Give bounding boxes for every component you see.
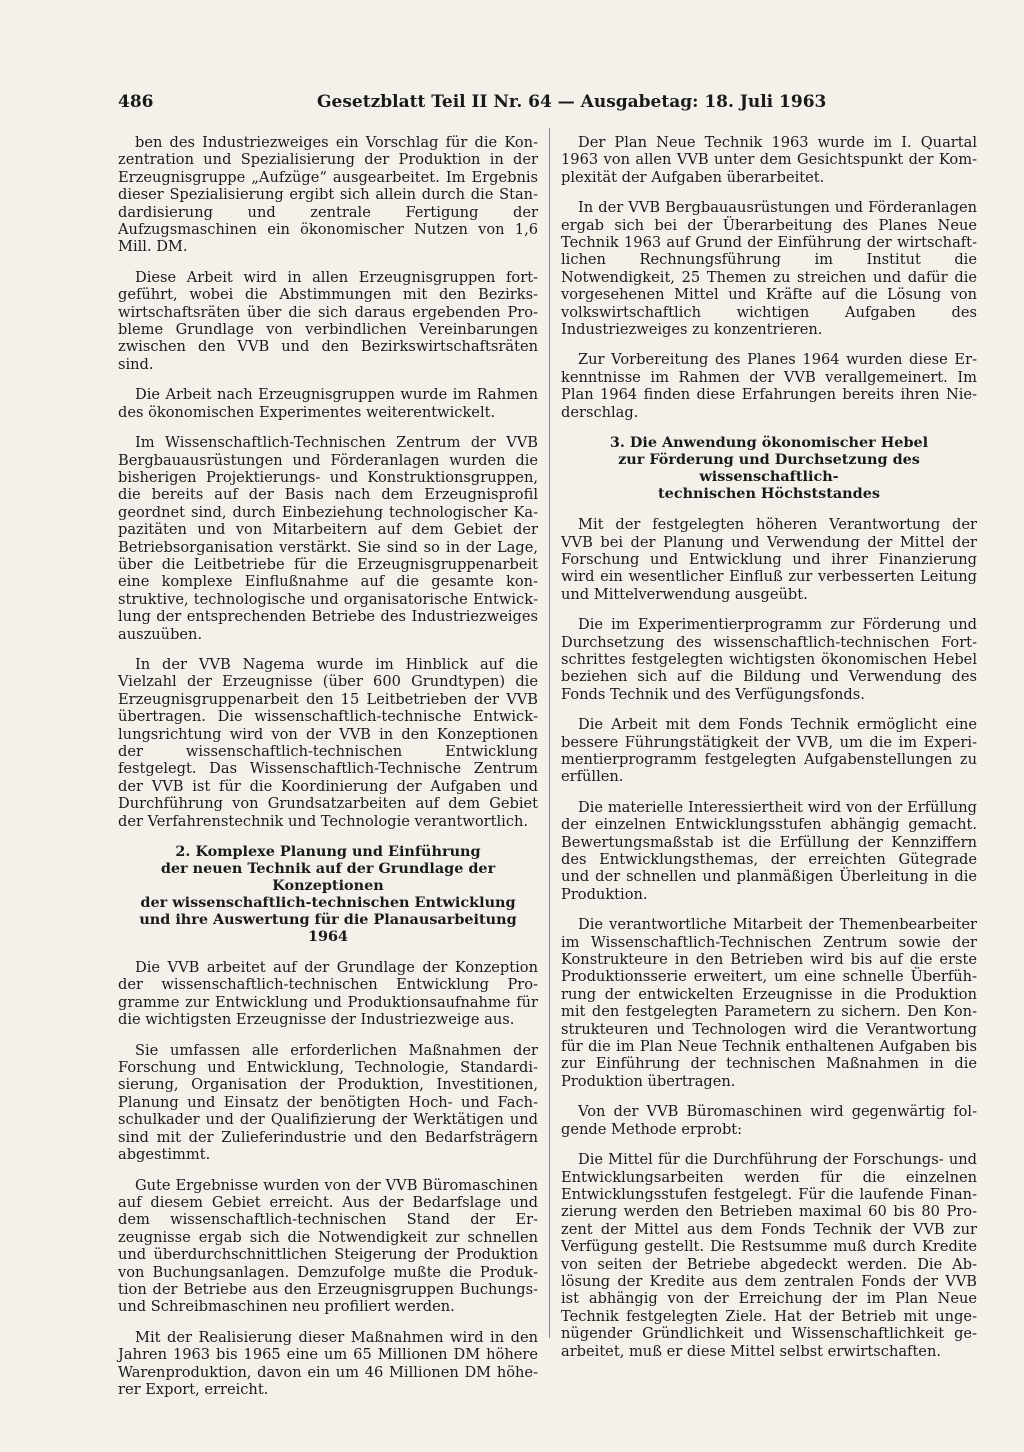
paragraph: In der VVB Bergbauausrüstungen und Förderanlagen ergab sich bei der Überarbeitung des Planes Neue Technik 1963 auf Grund der Einführung der wirtschaftlichen Rechnungsführung im Institut die Notwendigkeit, 25 Themen zu streichen und dafür die vorgesehenen Mittel und Kräfte auf die Lösung von volkswirtschaftlich wichtigen Aufgaben des Industriezweiges zu konzentrieren. xyxy=(561,199,977,339)
running-title: Gesetzblatt Teil II Nr. 64 — Ausgabetag: 18. Juli 1963 xyxy=(317,92,827,112)
paragraph: Sie umfassen alle erforderlichen Maßnahmen der Forschung und Entwicklung, Technologie, Standardisierung, Organisation der Produktion, Investitionen, Planung und Einsatz der benötigten Hoch- und Fachschulkader und der Qualifizierung der Werktätigen und sind mit der Zulieferindustrie und den Bedarfsträgern abgestimmt. xyxy=(118,1041,538,1164)
paragraph: Im Wissenschaftlich-Technischen Zentrum der VVB Bergbauausrüstungen und Förderanlagen wurden die bisherigen Projektierungs- und Konstruktionsgruppen, die bereits auf der Basis nach dem Erzeugnisprofil geordnet sind, durch Einbeziehung technologischer Kapazitäten und von Mitarbeitern auf dem Gebiet der Betriebsorganisation verstärkt. Sie sind so in der Lage, über die Leitbetriebe für die Erzeugnisgruppenarbeit eine komplexe Einflußnahme auf die gesamte konstruktive, technologische und organisatorische Entwicklung der entsprechenden Betriebe des Industriezweiges auszuüben. xyxy=(118,434,538,643)
section-heading-3 xyxy=(561,434,977,502)
paragraph: Die Arbeit mit dem Fonds Technik ermöglicht eine bessere Führungstätigkeit der VVB, um die im Experimentierprogramm festgelegten Aufgabenstellungen zu erfüllen. xyxy=(561,716,977,786)
paragraph: Die Arbeit nach Erzeugnisgruppen wurde im Rahmen des ökonomischen Experimentes weiterentwickelt. xyxy=(118,386,538,421)
right-column xyxy=(561,134,977,1373)
paragraph: ben des Industriezweiges ein Vorschlag für die Konzentration und Spezialisierung der Produktion in der Erzeugnisgruppe „Aufzüge“ ausgearbeitet. Im Ergebnis dieser Spezialisierung ergibt sich allein durch die Standardisierung und zentrale Fertigung der Aufzugsmaschinen ein ökonomischer Nutzen von 1,6 Mill. DM. xyxy=(118,134,538,256)
heading-line: 2. Komplexe Planung und Einführung xyxy=(175,843,481,861)
column-divider xyxy=(549,128,550,1338)
left-column xyxy=(118,134,538,1411)
paragraph: Zur Vorbereitung des Planes 1964 wurden diese Erkenntnisse im Rahmen der VVB verallgemeinert. Im Plan 1964 finden diese Erfahrungen bereits ihren Niederschlag. xyxy=(561,351,977,421)
heading-line: technischen Höchststandes xyxy=(658,485,880,503)
paragraph: Der Plan Neue Technik 1963 wurde im I. Quartal 1963 von allen VVB unter dem Gesichtspunkt der Komplexität der Aufgaben überarbeitet. xyxy=(561,134,977,186)
paragraph: Die Mittel für die Durchführung der Forschungs- und Entwicklungsarbeiten werden für die einzelnen Entwicklungsstufen festgelegt. Für die laufende Finanzierung werden den Betrieben maximal 60 bis 80 Prozent der Mittel aus dem Fonds Technik der VVB zur Verfügung gestellt. Die Restsumme muß durch Kredite von seiten der Betriebe abgedeckt werden. Die Ablösung der Kredite aus dem zentralen Fonds der VVB ist abhängig von der Erreichung der im Plan Neue Technik festgelegten Ziele. Hat der Betrieb mit ungenügender Gründlichkeit und Wissenschaftlichkeit gearbeitet, muß er diese Mittel selbst erwirtschaften. xyxy=(561,1151,977,1360)
paragraph: Diese Arbeit wird in allen Erzeugnisgruppen fortgeführt, wobei die Abstimmungen mit den Bezirkswirtschaftsräten über die sich daraus ergebenden Probleme Grundlage von verbindlichen Vereinbarungen zwischen den VVB und den Bezirkswirtschaftsräten sind. xyxy=(118,268,538,373)
paragraph: Die verantwortliche Mitarbeit der Themenbearbeiter im Wissenschaftlich-Technischen Zentrum sowie der Konstrukteure in den Betrieben wird bis auf die erste Produktionsserie erweitert, um eine schnelle Überführung der entwickelten Erzeugnisse in die Produktion mit den festgelegten Parametern zu sichern. Den Konstrukteuren und Technologen wird die Verantwortung für die im Plan Neue Technik enthaltenen Aufgaben bis zur Einführung der technischen Maßnahmen in die Produktion übertragen. xyxy=(561,916,977,1090)
page-number: 486 xyxy=(118,92,154,112)
heading-line: der neuen Technik auf der Grundlage der Konzeptionen xyxy=(160,860,496,895)
heading-line: und ihre Auswertung für die Planausarbeitung 1964 xyxy=(139,911,517,946)
paragraph: Die materielle Interessiertheit wird von der Erfüllung der einzelnen Entwicklungsstufen abhängig gemacht. Bewertungsmaßstab ist die Erfüllung der Kennziffern des Entwicklungsthemas, der erreichten Gütegrade und der schnellen und planmäßigen Überleitung in die Produktion. xyxy=(561,798,977,903)
paragraph: Mit der festgelegten höheren Verantwortung der VVB bei der Planung und Verwendung der Mittel der Forschung und Entwicklung und ihrer Finanzierung wird ein wesentlicher Einfluß zur verbesserten Leitung und Mittelverwendung ausgeübt. xyxy=(561,516,977,603)
paragraph: In der VVB Nagema wurde im Hinblick auf die Vielzahl der Erzeugnisse (über 600 Grundtypen) die Erzeugnisgruppenarbeit den 15 Leitbetrieben der VVB übertragen. Die wissenschaftlich-technische Entwicklungsrichtung wird von der VVB in den Konzeptionen der wissenschaftlich-technischen Entwicklung festgelegt. Das Wissenschaftlich-Technische Zentrum der VVB ist für die Koordinierung der Aufgaben und Durchführung von Grundsatzarbeiten auf dem Gebiet der Verfahrenstechnik und Technologie verantwortlich. xyxy=(118,655,538,830)
paragraph: Die im Experimentierprogramm zur Förderung und Durchsetzung des wissenschaftlich-technischen Fortschrittes festgelegten wichtigsten ökonomischen Hebel beziehen sich auf die Bildung und Verwendung des Fonds Technik und des Verfügungsfonds. xyxy=(561,616,977,703)
heading-line: 3. Die Anwendung ökonomischer Hebel xyxy=(609,434,929,452)
heading-line: zur Förderung und Durchsetzung des wissenschaftlich- xyxy=(618,451,920,486)
paragraph: Gute Ergebnisse wurden von der VVB Büromaschinen auf diesem Gebiet erreicht. Aus der Bedarfslage und dem wissenschaftlich-technischen Stand der Erzeugnisse ergab sich die Notwendigkeit zur schnellen und überdurchschnittlichen Steigerung der Produktion von Buchungsanlagen. Demzufolge mußte die Produktion der Betriebe aus den Erzeugnisgruppen Buchungs- und Schreibmaschinen neu profiliert werden. xyxy=(118,1176,538,1316)
heading-line: der wissenschaftlich-technischen Entwicklung xyxy=(140,894,516,912)
paragraph: Von der VVB Büromaschinen wird gegenwärtig folgende Methode erprobt: xyxy=(561,1103,977,1138)
paragraph: Die VVB arbeitet auf der Grundlage der Konzeption der wissenschaftlich-technischen Entwicklung Programme zur Entwicklung und Produktionsaufnahme für die wichtigsten Erzeugnisse der Industriezweige aus. xyxy=(118,959,538,1029)
section-heading-2 xyxy=(118,843,538,945)
paragraph: Mit der Realisierung dieser Maßnahmen wird in den Jahren 1963 bis 1965 eine um 65 Millionen DM höhere Warenproduktion, davon ein um 46 Millionen DM höherer Export, erreicht. xyxy=(118,1328,538,1398)
